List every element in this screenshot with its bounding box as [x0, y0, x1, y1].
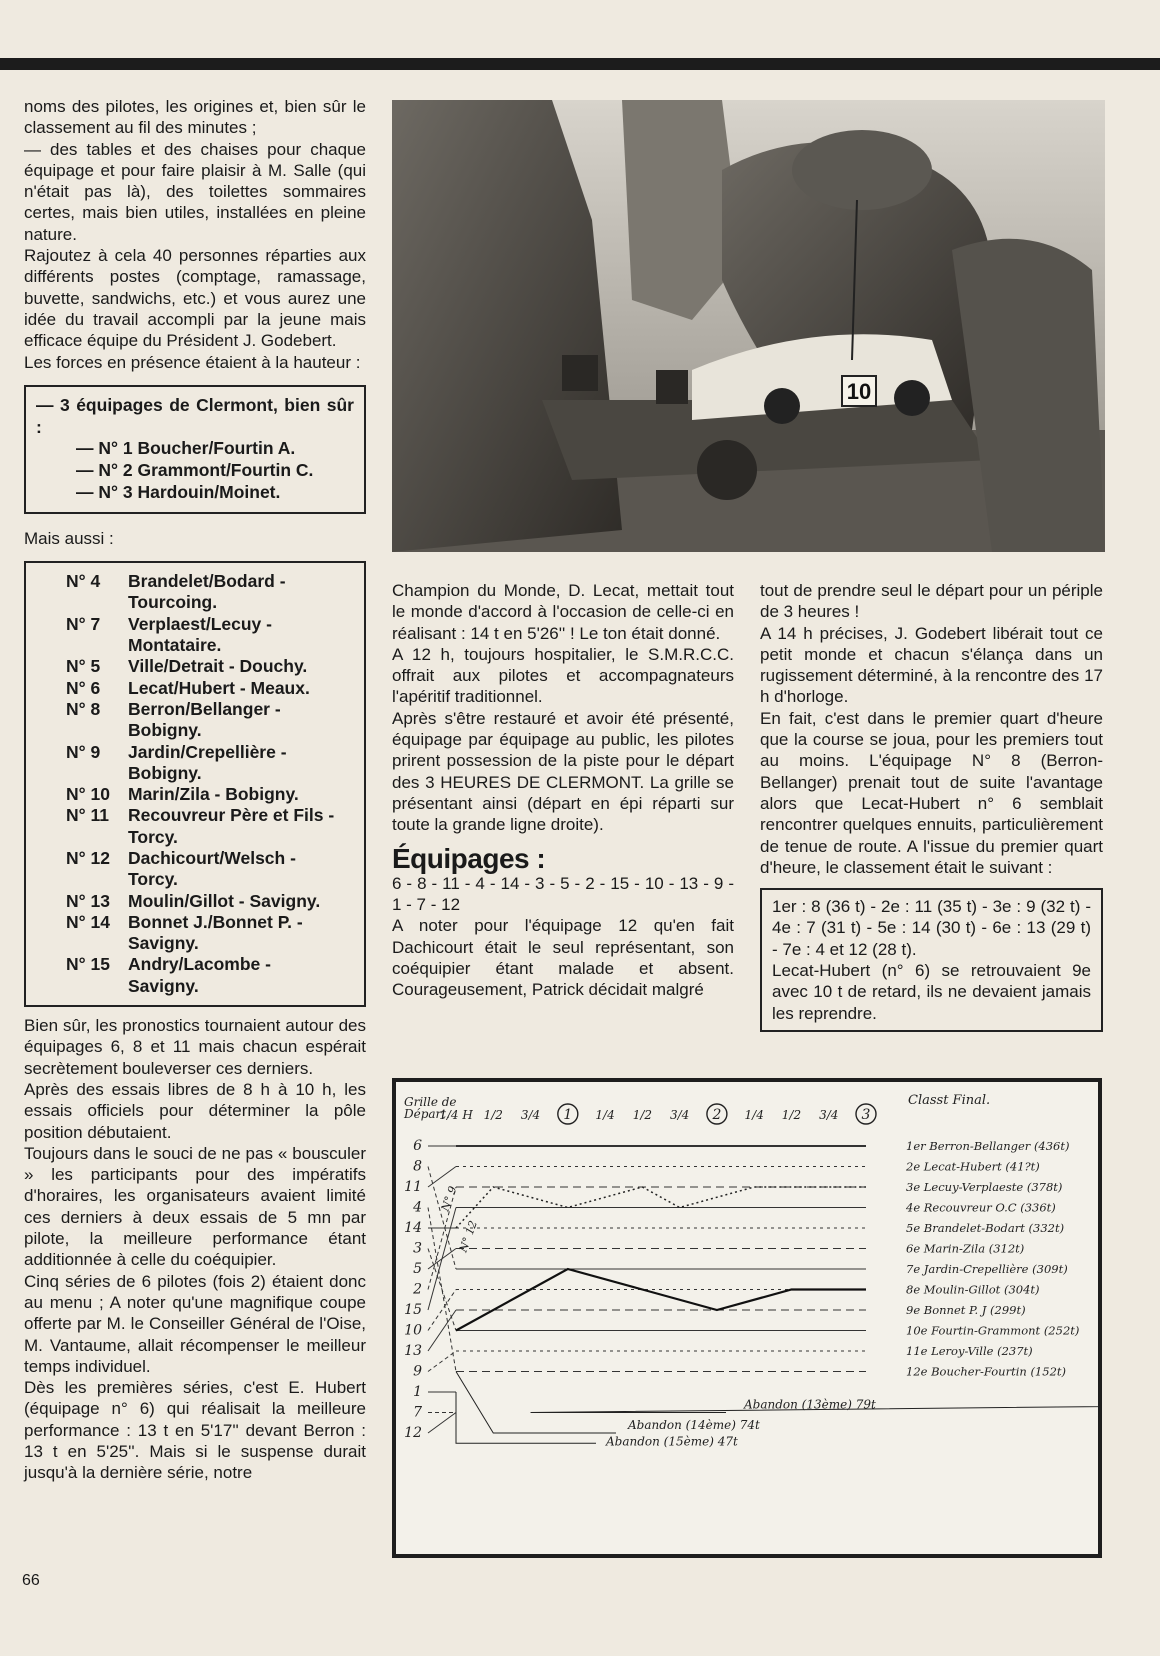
- team-names: Andry/Lacombe -: [128, 954, 271, 975]
- team-entry: [36, 742, 354, 763]
- team-town: Torcy.: [128, 826, 178, 847]
- team-names: Bonnet J./Bonnet P. -: [128, 911, 303, 932]
- team-names: Dachicourt/Welsch -: [128, 848, 296, 868]
- trace-line: [428, 1249, 456, 1331]
- trace-line: [428, 1208, 456, 1311]
- final-standings-title: Classt Final.: [908, 1093, 991, 1108]
- grid-position-label: 11: [404, 1179, 422, 1195]
- team-number: N° 8: [66, 698, 101, 719]
- team-number: N° 11: [66, 805, 109, 826]
- paragraph: Champion du Monde, D. Lecat, mettait tout le monde d'accord à l'occasion de celle-ci en réalisant : 14 t en 5'26'' ! Le ton était donné.: [392, 581, 734, 643]
- section-heading: Équipages :: [392, 842, 546, 874]
- paragraph: Cinq séries de 6 pilotes (fois 2) étaient donc au menu ; A noter qu'une magnifique coupe offerte par M. le Conseiller Général de l'Oise, M. Vantaume, allait récompenser le meilleur temps individuel.: [24, 1271, 366, 1376]
- final-standing-entry: 3e Lecuy-Verplaeste (378t): [906, 1180, 1063, 1194]
- final-standing-entry: 7e Jardin-Crepellière (309t): [906, 1262, 1068, 1276]
- paragraph: tout de prendre seul le départ pour un périple de 3 heures !: [760, 581, 1103, 622]
- team-town: Bobigny.: [128, 720, 202, 741]
- abandon-label: Abandon (15ème) 47t: [606, 1434, 738, 1449]
- grid-position-label: 14: [404, 1220, 422, 1236]
- time-label: 1: [563, 1107, 573, 1123]
- trace-line: [428, 1167, 456, 1270]
- grid-position-label: 3: [413, 1240, 422, 1257]
- box-heading: — 3 équipages de Clermont, bien sûr :: [36, 394, 354, 437]
- final-standing-entry: 10e Fourtin-Grammont (252t): [906, 1323, 1080, 1338]
- trace-line-bold: [456, 1269, 866, 1331]
- top-rule: [0, 58, 1160, 70]
- team-names: Recouvreur Père et Fils -: [128, 805, 335, 826]
- abandon-label: Abandon (13ème) 79t: [744, 1397, 876, 1412]
- team-names: Lecat/Hubert - Meaux.: [128, 677, 310, 698]
- paragraph: noms des pilotes, les origines et, bien sûr le classement au fil des minutes ;: [24, 97, 366, 138]
- paragraph: A noter pour l'équipage 12 qu'en fait Dachicourt était le seul représentant, son coéquipier étant malade et absent. Courageusement, Patrick décidait malgré: [392, 916, 734, 1000]
- grid-position-label: 5: [413, 1261, 422, 1277]
- grid-position-label: 7: [413, 1404, 422, 1421]
- team-entry: [36, 656, 354, 677]
- grid-position-label: 9: [413, 1363, 422, 1380]
- final-standing-entry: 9e Bonnet P. J (299t): [906, 1303, 1026, 1317]
- grid-position-label: 10: [404, 1322, 422, 1339]
- time-label: 3/4: [520, 1108, 541, 1122]
- team-number: N° 9: [66, 741, 101, 762]
- final-standing-entry: 8e Moulin-Gillot (304t): [906, 1282, 1040, 1297]
- grid-position-label: 8: [413, 1158, 422, 1175]
- trace-line: [428, 1167, 456, 1188]
- paragraph: A 12 h, toujours hospitalier, le S.M.R.C.C. offrait aux pilotes et accompagnateurs l'apéritif traditionnel.: [392, 644, 734, 707]
- team-names: Marin/Zila - Bobigny.: [128, 784, 299, 805]
- final-standing-entry: 2e Lecat-Hubert (41?t): [906, 1159, 1040, 1174]
- team-number: N° 10: [66, 784, 110, 805]
- paragraph: Toujours dans le souci de ne pas « bousculer » les participants pour des impératifs d'horaires, les organisateurs avaient limité ces derniers à deux essais de 5 mn par pilote, la meilleure performance étant additionnée à celle du coéquipier.: [24, 1143, 366, 1270]
- race-chart: [392, 1078, 1102, 1558]
- page-number: 66: [22, 1572, 40, 1589]
- team-number: N° 15: [66, 954, 110, 975]
- team-town: Savigny.: [128, 933, 199, 954]
- team-number: N° 14: [66, 911, 110, 932]
- team-town: Tourcoing.: [128, 592, 218, 613]
- team-number: N° 4: [66, 571, 101, 592]
- time-label: 3: [861, 1107, 871, 1123]
- chart-grid-title: Départ.: [404, 1107, 450, 1121]
- grid-position-label: 6: [413, 1138, 422, 1154]
- trace-line: [428, 1413, 456, 1434]
- final-standing-entry: 4e Recouvreur O.C (336t): [906, 1200, 1056, 1215]
- paragraph: Bien sûr, les pronostics tournaient autour des équipages 6, 8 et 11 mais chacun espérait secrètement bouleverser ces derniers.: [24, 1016, 366, 1078]
- chart-annotation: N° 9: [438, 1184, 460, 1214]
- team-names: Moulin/Gillot - Savigny.: [128, 890, 321, 911]
- starting-grid: 6 - 8 - 11 - 4 - 14 - 3 - 5 - 2 - 15 - 10 - 13 - 9 - 1 - 7 - 12: [392, 873, 734, 915]
- team-names: Verplaest/Lecuy -: [128, 613, 272, 634]
- time-label: 2: [712, 1107, 722, 1123]
- paragraph: Après s'être restauré et avoir été présenté, équipage par équipage au public, les pilotes prirent possession de la piste pour le départ des 3 HEURES DE CLERMONT. La grille se présentant ainsi (départ en épi réparti sur toute la grande ligne droite).: [392, 708, 734, 835]
- paragraph: A 14 h précises, J. Godebert libérait tout ce petit monde et chacun s'élança dans un rugissement déterminé, à la rencontre des 17 h d'horloge.: [760, 623, 1103, 707]
- trace-line: [428, 1310, 456, 1351]
- clermont-teams-box: [24, 385, 366, 514]
- time-label: 1/4 H: [439, 1108, 473, 1122]
- abandon-label: Abandon (14ème) 74t: [628, 1418, 760, 1432]
- car-number: 10: [846, 379, 872, 404]
- time-label: 1/4: [595, 1108, 615, 1122]
- team-town: Bobigny.: [128, 762, 202, 783]
- team-town: Montataire.: [128, 635, 222, 656]
- team-entry: — N° 3 Hardouin/Moinet.: [76, 482, 281, 503]
- standings-box: [760, 888, 1103, 1032]
- final-standing-entry: 12e Boucher-Fourtin (152t): [906, 1364, 1066, 1379]
- team-entry: [36, 912, 354, 933]
- team-entry: [36, 891, 354, 912]
- grid-position-label: 15: [404, 1302, 422, 1318]
- team-number: N° 13: [66, 890, 110, 911]
- paragraph: Mais aussi :: [24, 528, 114, 548]
- paragraph: En fait, c'est dans le premier quart d'heure que la course se joua, pour les premiers tout au moins. L'équipage N° 8 (Berron-Bellanger) prenait tout de suite l'avantage alors que Lecat-Hubert n° 6 semblait rencontrer quelques ennuits, particulièrement de tenue de route. A l'issue du premier quart d'heure, le classement était le suivant :: [760, 708, 1103, 877]
- team-names: Brandelet/Bodard -: [128, 571, 286, 592]
- paragraph: — des tables et des chaises pour chaque équipage et pour faire plaisir à M. Salle (qui n'était pas là), des toilettes sommaires certes, mais bien utiles, installées en pleine nature.: [24, 139, 366, 244]
- photo-illustration: [392, 100, 1105, 552]
- chart-annotation: N° 12: [456, 1218, 480, 1255]
- team-town: Savigny.: [128, 975, 199, 996]
- paragraph: Après des essais libres de 8 h à 10 h, les essais officiels pour déterminer la pôle position débutaient.: [24, 1079, 366, 1142]
- trace-line: [428, 1351, 456, 1372]
- time-label: 1/2: [483, 1108, 503, 1122]
- team-names: Ville/Detrait - Douchy.: [128, 656, 308, 677]
- column-middle: [392, 580, 734, 1001]
- time-label: 1/4: [744, 1108, 764, 1122]
- team-entry: [36, 699, 354, 720]
- time-label: 1/2: [781, 1108, 802, 1122]
- team-entry: [36, 571, 354, 592]
- paragraph: Les forces en présence étaient à la hauteur :: [24, 352, 361, 372]
- paragraph: Rajoutez à cela 40 personnes réparties aux différents postes (comptage, ramassage, buvette, sandwichs, etc.) et vous aurez une idée du travail accompli par la jeune mais efficace équipe du Président J. Godebert.: [24, 246, 366, 351]
- team-town: Torcy.: [128, 869, 178, 890]
- race-chart-svg: [396, 1082, 1098, 1554]
- team-entry: [36, 784, 354, 805]
- standings-note: Lecat-Hubert (n° 6) se retrouvaient 9e avec 10 t de retard, ils ne devaient jamais les reprendre.: [772, 961, 1091, 1023]
- final-standing-entry: 1er Berron-Bellanger (436t): [906, 1139, 1070, 1153]
- chart-grid-title: Grille de: [404, 1095, 457, 1109]
- team-names: Jardin/Crepellière -: [128, 741, 287, 762]
- team-number: N° 6: [66, 677, 101, 698]
- abandon-line: [456, 1372, 616, 1434]
- team-entry: [36, 848, 354, 869]
- team-number: N° 12: [66, 848, 110, 868]
- abandon-line: [456, 1392, 596, 1443]
- column-left: [24, 96, 366, 1484]
- team-entry: [36, 614, 354, 635]
- grid-position-label: 1: [413, 1384, 422, 1400]
- final-standing-entry: 5e Brandelet-Bodart (332t): [906, 1221, 1065, 1235]
- team-entry: — N° 2 Grammont/Fourtin C.: [76, 460, 314, 481]
- time-label: 3/4: [669, 1108, 690, 1122]
- final-standing-entry: 11e Leroy-Ville (237t): [906, 1344, 1033, 1358]
- standings-text: 1er : 8 (36 t) - 2e : 11 (35 t) - 3e : 9 (32 t) - 4e : 7 (31 t) - 5e : 14 (30 t) - 6e : 13 (29 t) - 7e : 4 et 12 (28 t).: [772, 897, 1091, 959]
- other-teams-box: [24, 561, 366, 1007]
- team-number: N° 5: [66, 656, 101, 677]
- grid-position-label: 4: [413, 1199, 422, 1216]
- grid-position-label: 13: [404, 1343, 422, 1359]
- team-entry: [36, 678, 354, 699]
- time-label: 1/2: [632, 1108, 653, 1122]
- team-entry: [36, 805, 354, 826]
- final-standing-entry: 6e Marin-Zila (312t): [906, 1241, 1025, 1256]
- team-entry: — N° 1 Boucher/Fourtin A.: [76, 438, 296, 459]
- column-right: [760, 580, 1103, 1032]
- race-photo: [392, 100, 1105, 552]
- paragraph: Dès les premières séries, c'est E. Hubert (équipage n° 6) qui réalisait la meilleure performance : 13 t en 5'17'' devant Berron : 13 t en 5'25''. Mais si le suspense durait jusqu'à la dernière série, notre: [24, 1378, 366, 1483]
- grid-position-label: 12: [404, 1425, 422, 1441]
- team-number: N° 7: [66, 613, 101, 634]
- team-entry: [36, 954, 354, 975]
- grid-position-label: 2: [413, 1281, 422, 1298]
- team-names: Berron/Bellanger -: [128, 698, 281, 719]
- time-label: 3/4: [819, 1108, 839, 1122]
